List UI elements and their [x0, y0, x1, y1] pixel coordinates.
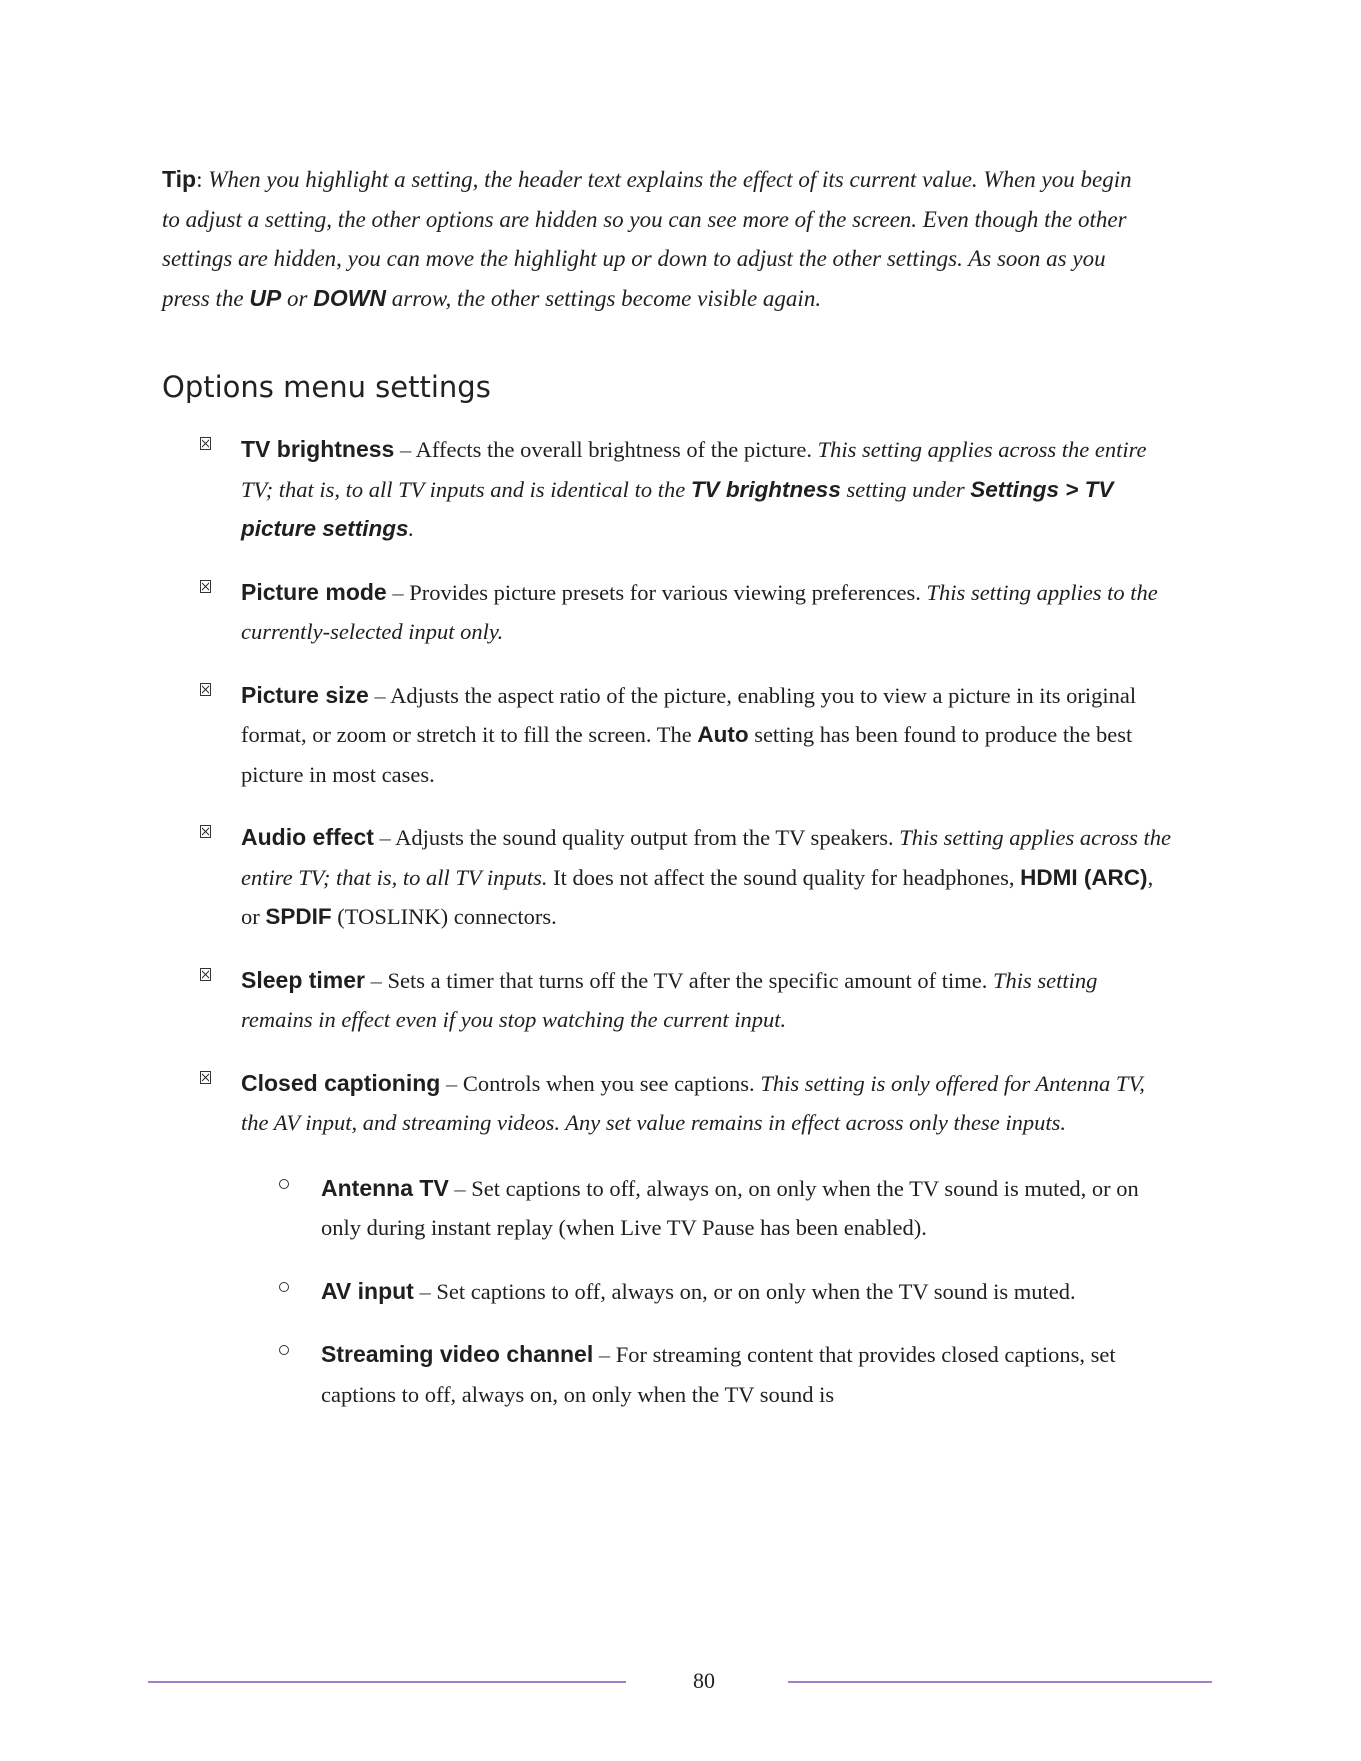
desc: Controls when you see captions.: [462, 1070, 761, 1096]
av-input-text: [321, 1272, 1181, 1312]
dash: –: [368, 682, 391, 708]
term-av-input: AV input: [321, 1277, 414, 1304]
tip-key-down: DOWN: [313, 284, 387, 311]
circle-bullet-icon: [279, 1345, 289, 1355]
list-item-picture-mode: [162, 573, 1222, 652]
dash: –: [440, 1070, 463, 1096]
dash: –: [413, 1278, 437, 1304]
ref-term: TV brightness: [690, 476, 841, 502]
section-title: Options menu settings: [162, 370, 491, 404]
note: This setting applies to the currently-selected input only.: [241, 579, 1158, 644]
dash: –: [386, 579, 410, 605]
page-footer: [0, 1668, 1361, 1698]
bullet-icon: [200, 1071, 211, 1084]
term-closed-captioning: Closed captioning: [241, 1069, 441, 1096]
options-list: [162, 430, 1222, 1414]
streaming-video-channel-text: [321, 1335, 1181, 1414]
hdmi-arc: HDMI (ARC): [1020, 864, 1148, 890]
dash: –: [373, 825, 396, 850]
tip-paragraph: [162, 160, 1152, 318]
desc: Provides picture presets for various viewing preferences.: [409, 579, 927, 605]
bullet-icon: [200, 825, 211, 838]
desc: It does not affect the sound quality for headphones,: [547, 864, 1021, 890]
sleep-timer-text: [241, 961, 1171, 1040]
note: setting under: [840, 476, 971, 502]
tv-brightness-text: [241, 430, 1171, 549]
bullet-icon: [200, 580, 211, 593]
ref-path: Settings > TV picture settings: [241, 476, 1114, 541]
page-content: [162, 160, 1222, 1438]
note: This setting applies across the entire TV; that is, to all TV inputs and is identical to the: [241, 437, 1147, 502]
list-item-audio-effect: [162, 818, 1222, 937]
dash: –: [394, 437, 416, 462]
list-item-closed-captioning: [162, 1064, 1222, 1415]
desc: Sets a timer that turns off the TV after the specific amount of time.: [387, 967, 993, 993]
desc: (TOSLINK) connectors.: [331, 904, 557, 929]
term-audio-effect: Audio effect: [241, 824, 374, 850]
list-item-tv-brightness: [162, 430, 1222, 549]
desc: setting has been found to produce the best picture in most cases.: [241, 722, 1133, 787]
dash: –: [448, 1175, 472, 1201]
list-item-sleep-timer: [162, 961, 1222, 1040]
tip-text-2: or: [281, 285, 314, 311]
footer-rule-left: [148, 1681, 626, 1683]
desc: , or: [241, 864, 1154, 929]
sub-item-av-input: [241, 1272, 1222, 1312]
circle-bullet-icon: [279, 1282, 289, 1292]
list-item-picture-size: [162, 676, 1222, 795]
tip-text-3: arrow, the other settings become visible again.: [386, 285, 822, 311]
dash: –: [593, 1342, 616, 1367]
dash: –: [365, 967, 388, 993]
spdif: SPDIF: [265, 904, 332, 929]
tip-key-up: UP: [249, 284, 282, 311]
page-number: 80: [693, 1668, 715, 1693]
term-sleep-timer: Sleep timer: [241, 966, 365, 993]
desc: For streaming content that provides closed captions, set captions to off, always on, on only when the TV sound is: [321, 1342, 1116, 1407]
note: .: [408, 516, 415, 541]
desc: Adjusts the sound quality output from the TV speakers.: [395, 825, 900, 850]
desc: Adjusts the aspect ratio of the picture, enabling you to view a picture in its original format, or zoom or stretch it to fill the screen. The: [241, 682, 1137, 747]
sub-item-antenna-tv: [241, 1169, 1222, 1248]
closed-captioning-text: [241, 1064, 1171, 1143]
tip-text-1: When you highlight a setting, the header text explains the effect of its current value. When you begin to adjust a setting, the other options are hidden so you can see more of the screen. Even though the other settings are hidden, you can move the highlight up or down to adjust the other settings. As soon as you press the: [162, 167, 1132, 311]
picture-mode-text: [241, 573, 1171, 652]
term-picture-mode: Picture mode: [241, 578, 387, 605]
note: This setting remains in effect even if you stop watching the current input.: [241, 967, 1098, 1032]
auto-setting: Auto: [697, 722, 749, 747]
bullet-icon: [200, 968, 211, 981]
footer-rule-right: [788, 1681, 1212, 1683]
circle-bullet-icon: [279, 1179, 289, 1189]
term-streaming-video-channel: Streaming video channel: [321, 1341, 594, 1367]
captioning-sub-list: [241, 1169, 1222, 1415]
tip-label: Tip: [162, 166, 197, 192]
note: This setting is only offered for Antenna TV, the AV input, and streaming videos. Any set value remains in effect across only these inputs.: [241, 1070, 1145, 1135]
audio-effect-text: [241, 818, 1171, 937]
term-antenna-tv: Antenna TV: [321, 1174, 449, 1201]
bullet-icon: [200, 683, 211, 696]
bullet-icon: [200, 437, 211, 450]
antenna-tv-text: [321, 1169, 1181, 1248]
desc: Set captions to off, always on, on only when the TV sound is muted, or on only during instant replay (when Live TV Pause has been enabled).: [321, 1175, 1139, 1240]
term-picture-size: Picture size: [241, 681, 369, 708]
desc: Set captions to off, always on, or on only when the TV sound is muted.: [436, 1278, 1076, 1304]
term-tv-brightness: TV brightness: [241, 436, 395, 462]
desc: Affects the overall brightness of the picture.: [415, 437, 818, 462]
note: This setting applies across the entire TV; that is, to all TV inputs.: [241, 825, 1171, 890]
tip-colon: :: [196, 167, 203, 192]
sub-item-streaming-video-channel: [241, 1335, 1222, 1414]
picture-size-text: [241, 676, 1171, 795]
